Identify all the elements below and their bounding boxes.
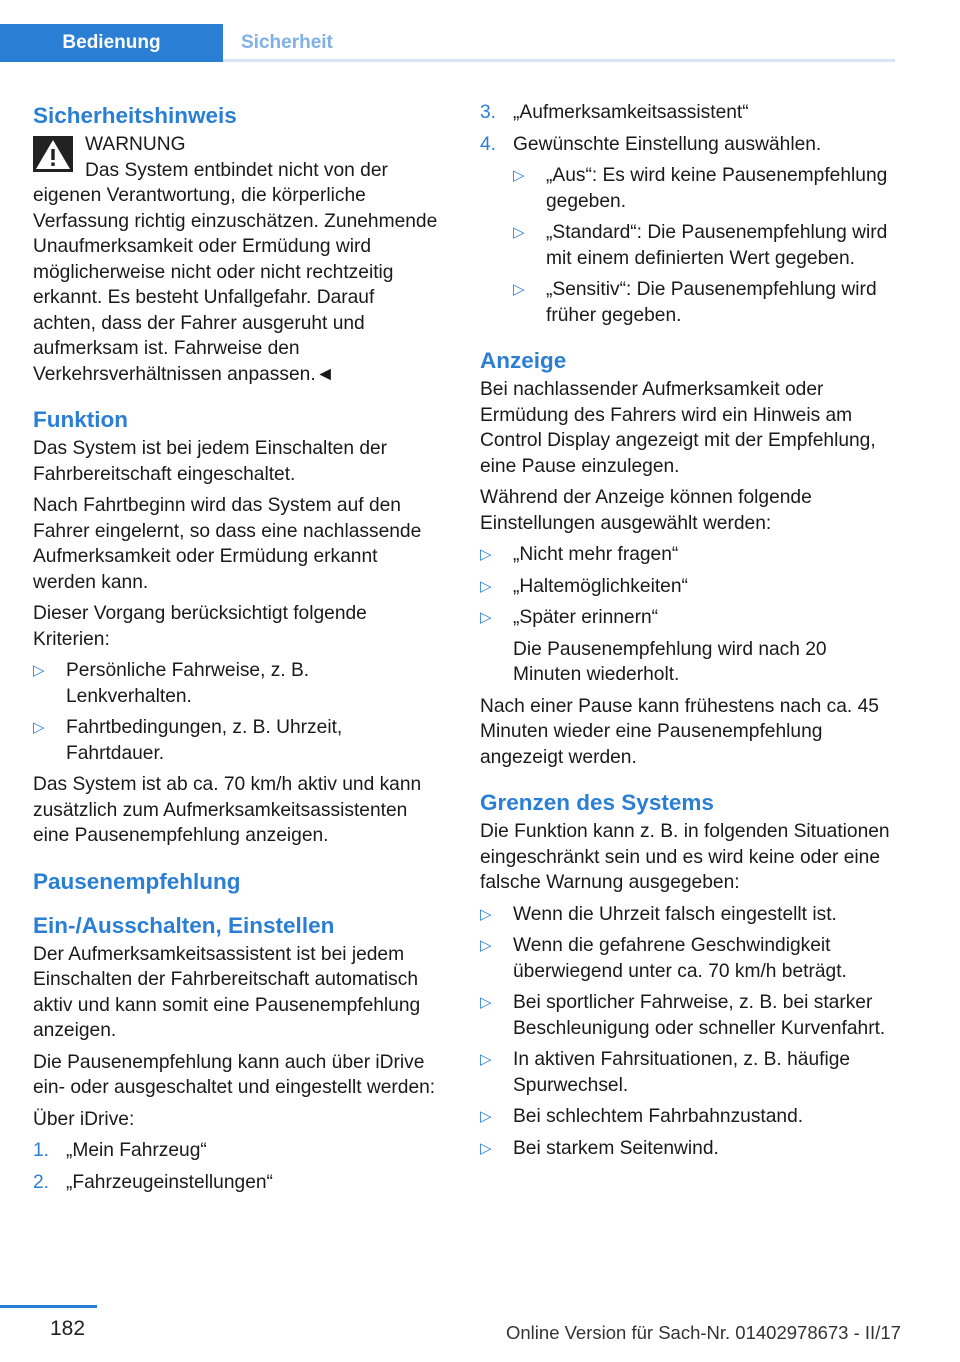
- safety-heading: Sicherheitshinweis: [33, 103, 237, 128]
- list-item: ▷ Bei starkem Seitenwind.: [480, 1136, 896, 1162]
- list-item: 3. „Aufmerksamkeitsassistent“: [480, 102, 749, 123]
- right-column: [480, 100, 896, 1167]
- list-item: 4. Gewünschte Einstellung auswählen. ▷ „Aus“: Es wird keine Pausenempfehlung gegeben. ▷ „Standard“: Die Pausenempfehlung wird mit einem definierten Wert gegeben. ▷ „Sensitiv“: Die Pausenempfehlung wird früher gegeben.: [480, 132, 896, 329]
- triangle-bullet-icon: ▷: [33, 662, 45, 679]
- function-heading: Funktion: [33, 407, 128, 432]
- list-item: ▷ Bei sportlicher Fahrweise, z. B. bei starker Beschleunigung oder schneller Kurvenfahrt.: [480, 992, 886, 1039]
- list-item: ▷ „Nicht mehr fragen“: [480, 542, 896, 568]
- page-number: 182: [50, 1317, 86, 1340]
- triangle-bullet-icon: ▷: [480, 609, 492, 626]
- limits-list: [480, 902, 896, 1162]
- left-column: [33, 100, 439, 1201]
- pause-heading: Pausenempfehlung: [33, 868, 241, 894]
- triangle-bullet-icon: ▷: [513, 167, 525, 184]
- tab-sicherheit[interactable]: Sicherheit: [223, 24, 895, 62]
- steps-list-left: [33, 1138, 439, 1195]
- header-tabs: [0, 24, 895, 62]
- triangle-bullet-icon: ▷: [480, 905, 492, 923]
- list-item: ▷ „Standard“: Die Pausenempfehlung wird mit einem definierten Wert gegeben.: [513, 222, 888, 269]
- list-item: ▷ Fahrtbedingungen, z. B. Uhrzeit, Fahrtdauer.: [33, 717, 343, 764]
- limits-paragraph-1: Die Funktion kann z. B. in folgenden Situationen eingeschränkt sein und es wird keine oder eine falsche Warnung ausgegeben:: [480, 821, 890, 893]
- triangle-bullet-icon: ▷: [480, 546, 492, 563]
- list-item: ▷ Bei schlechtem Fahrbahnzustand.: [480, 1104, 896, 1130]
- list-item: ▷ „Später erinnern“: [480, 605, 896, 631]
- tab-bedienung[interactable]: Bedienung: [0, 24, 223, 62]
- triangle-bullet-icon: ▷: [480, 1139, 492, 1157]
- list-item: ▷ In aktiven Fahrsituationen, z. B. häufige Spurwechsel.: [480, 1049, 851, 1096]
- function-paragraph-2: Nach Fahrtbeginn wird das System auf den Fahrer eingelernt, so dass eine nachlassende Aufmerksamkeit oder Ermüdung erkannt werden kann.: [33, 495, 422, 593]
- list-item: ▷ Persönliche Fahrweise, z. B. Lenkverhalten.: [33, 660, 310, 707]
- list-item: ▷ Wenn die Uhrzeit falsch eingestellt ist.: [480, 902, 896, 928]
- footer-rule: [0, 1305, 97, 1308]
- display-heading: Anzeige: [480, 348, 567, 373]
- triangle-bullet-icon: ▷: [480, 937, 492, 954]
- list-item: 2. „Fahrzeugeinstellungen“: [33, 1171, 273, 1193]
- triangle-bullet-icon: ▷: [33, 719, 45, 736]
- list-item: ▷ Wenn die gefahrene Geschwindigkeit überwiegend unter ca. 70 km/h beträgt.: [480, 935, 847, 982]
- function-paragraph-1: Das System ist bei jedem Einschalten der Fahrbereitschaft eingeschaltet.: [33, 438, 388, 485]
- list-item: ▷ „Aus“: Es wird keine Pausenempfehlung gegeben.: [513, 165, 888, 212]
- onoff-paragraph-2: Die Pausenempfehlung kann auch über iDrive ein- oder ausgeschaltet und eingestellt werden:: [33, 1051, 436, 1098]
- limits-heading: Grenzen des Systems: [480, 790, 714, 815]
- warning-triangle-icon: [33, 136, 73, 172]
- triangle-bullet-icon: ▷: [480, 994, 492, 1011]
- display-paragraph-1: Bei nachlassender Aufmerksamkeit oder Ermüdung des Fahrers wird ein Hinweis am Control Display angezeigt mit der Empfehlung, eine Pause einzulegen.: [480, 379, 876, 477]
- onoff-heading: Ein-/Ausschalten, Einstellen: [33, 912, 335, 938]
- warning-text: Das System entbindet nicht von der eigenen Verantwortung, die körperliche Verfassung richtig einzuschätzen. Zunehmende Unaufmerksamkeit oder Ermüdung wird möglicherweise nicht oder nicht rechtzeitig erkannt. Es besteht Unfallgefahr. Darauf achten, dass der Fahrer ausgeruht und aufmerksam ist. Fahrweise den Verkehrsverhältnissen anpassen.◄: [33, 159, 438, 385]
- display-paragraph-3: Nach einer Pause kann frühestens nach ca. 45 Minuten wieder eine Pausenempfehlung angezeigt werden.: [480, 695, 879, 768]
- online-version-note: Online Version für Sach-Nr. 01402978673 - II/17: [506, 1322, 901, 1343]
- warning-block: [33, 132, 439, 158]
- function-paragraph-3: Dieser Vorgang berücksichtigt folgende Kriterien:: [33, 603, 367, 650]
- triangle-bullet-icon: ▷: [480, 1108, 492, 1125]
- display-note: Die Pausenempfehlung wird nach 20 Minuten wiederholt.: [513, 638, 827, 685]
- triangle-bullet-icon: ▷: [513, 224, 525, 241]
- function-paragraph-4: Das System ist ab ca. 70 km/h aktiv und kann zusätzlich zum Aufmerksamkeitsassistenten eine Pausenempfehlung anzeigen.: [33, 774, 422, 846]
- triangle-bullet-icon: ▷: [480, 577, 492, 595]
- criteria-list: [33, 658, 439, 766]
- list-item: ▷ „Sensitiv“: Die Pausenempfehlung wird früher gegeben.: [513, 279, 877, 326]
- display-paragraph-2: Während der Anzeige können folgende Einstellungen ausgewählt werden:: [480, 487, 812, 534]
- steps-list-right: [480, 100, 896, 328]
- onoff-paragraph-3: Über iDrive:: [33, 1108, 135, 1130]
- list-item: ▷ „Haltemöglichkeiten“: [480, 574, 896, 600]
- settings-list: [513, 163, 896, 328]
- onoff-paragraph-1: Der Aufmerksamkeitsassistent ist bei jedem Einschalten der Fahrbereitschaft automatisch aktiv und kann somit eine Pausenempfehlung anzeigen.: [33, 943, 421, 1041]
- triangle-bullet-icon: ▷: [513, 281, 525, 298]
- triangle-bullet-icon: ▷: [480, 1051, 492, 1068]
- list-item: 1. „Mein Fahrzeug“: [33, 1140, 207, 1161]
- warning-label: WARNUNG: [85, 134, 186, 155]
- display-options-list: [480, 542, 896, 631]
